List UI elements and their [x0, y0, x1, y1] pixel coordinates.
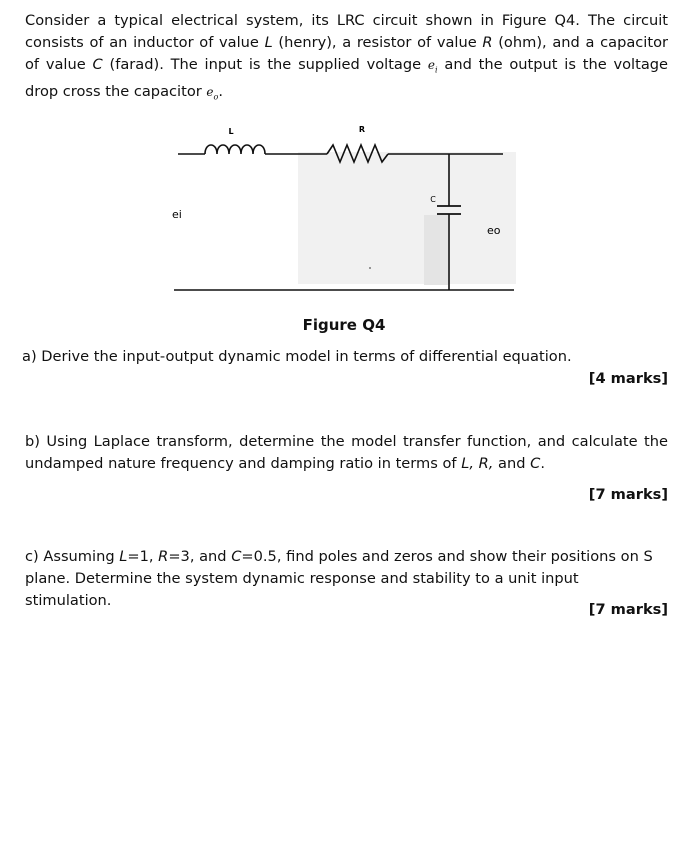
input-voltage-sub: i	[435, 65, 438, 75]
intro-text-5: and the output is the voltage drop cross the capacitor	[25, 56, 669, 101]
question-b-C: C	[530, 455, 541, 472]
label-resistor: R	[358, 125, 366, 134]
question-b-text: b) Using Laplace transform, determine the model transfer function, and calculate the undamped nature frequency and damping ratio in terms of	[25, 433, 668, 472]
question-b-and: and	[498, 455, 526, 472]
question-c-text-1: c) Assuming	[25, 548, 115, 565]
question-c-text-3: =3, and	[168, 548, 227, 565]
question-c	[25, 546, 668, 612]
question-b-end: .	[540, 455, 545, 472]
question-b-marks: [7 marks]	[588, 486, 668, 503]
input-voltage-base: e	[427, 58, 436, 72]
question-c-marks: [7 marks]	[588, 601, 668, 618]
question-c-C: C	[231, 548, 242, 565]
output-voltage-symbol	[206, 85, 219, 102]
question-c-L: L	[119, 548, 128, 565]
label-output-voltage: eo	[487, 224, 501, 237]
output-voltage-base: e	[206, 85, 214, 100]
problem-statement	[25, 10, 668, 109]
resistor-symbol: R	[482, 34, 493, 51]
figure-background	[298, 152, 516, 284]
intro-text-1: Consider a typical electrical system, its LRC circuit shown in Figure Q4. The circuit consists of an inductor of value	[25, 12, 668, 51]
question-a-marks: [4 marks]	[588, 370, 668, 387]
question-c-text-4: =0.5, find poles and zeros and show their positions on S plane. Determine the system dynamic response and stability to a unit input stimulation.	[25, 548, 653, 609]
inductor-symbol: L	[264, 34, 273, 51]
intro-text-6: .	[218, 83, 223, 101]
output-voltage-sub: o	[213, 92, 219, 102]
question-a: a) Derive the input-output dynamic model in terms of differential equation.	[22, 348, 572, 365]
intro-text-4: (farad). The input is the supplied voltage	[109, 56, 422, 73]
figure-caption: Figure Q4	[302, 316, 386, 334]
inductor	[205, 145, 265, 154]
intro-text-2: (henry), a resistor of value	[278, 34, 477, 51]
stray-dot	[369, 267, 371, 269]
question-b-L: L,	[461, 455, 474, 472]
capacitor-symbol: C	[92, 56, 103, 73]
question-b	[25, 431, 668, 475]
label-capacitor: C	[430, 195, 436, 204]
intro-text-3: (ohm), and a capacitor of value	[25, 34, 669, 73]
lrc-circuit-diagram	[0, 110, 688, 315]
question-b-R: R,	[478, 455, 494, 472]
question-c-text-2: =1,	[127, 548, 154, 565]
figure-shade	[424, 215, 448, 285]
input-voltage-symbol	[427, 58, 438, 75]
label-input-voltage: ei	[172, 208, 182, 221]
question-c-R: R	[158, 548, 169, 565]
label-inductor: L	[228, 127, 234, 136]
